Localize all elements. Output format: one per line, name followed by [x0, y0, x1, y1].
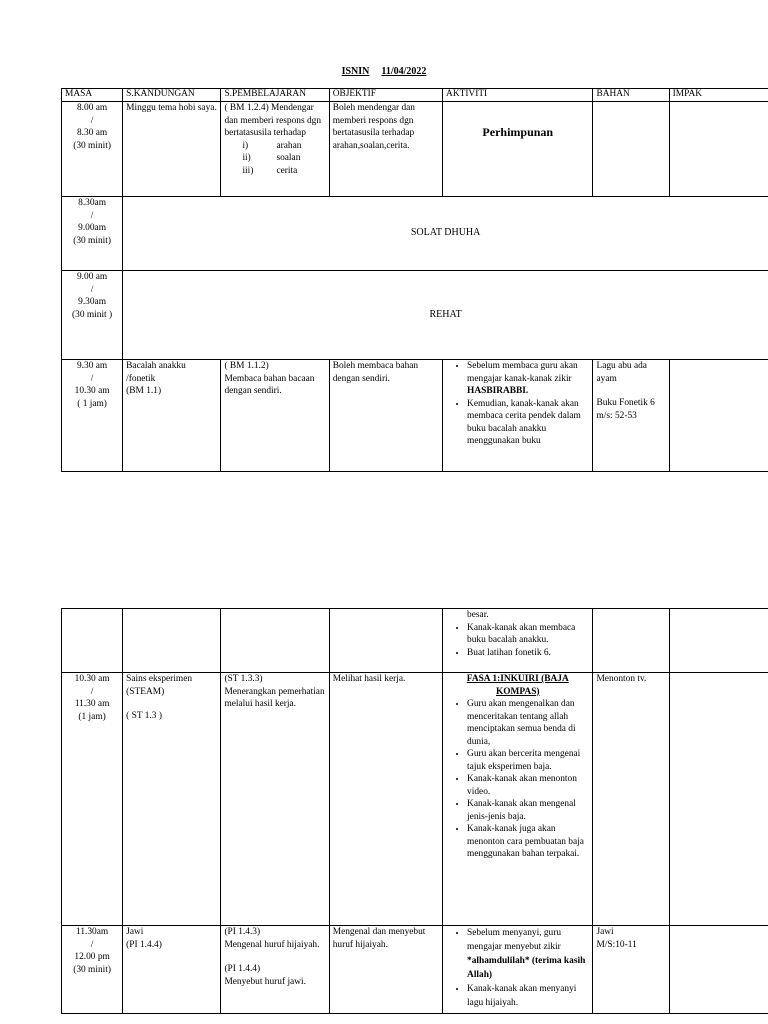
aktiviti-text: Sebelum membaca guru akan mengajar kanak-kanak zikir	[467, 361, 578, 384]
aktiviti-list	[446, 360, 589, 448]
sub-item	[242, 152, 325, 165]
impak-cell	[669, 102, 768, 197]
masa-cell	[62, 102, 123, 197]
bahan-line: Jawi	[596, 927, 614, 937]
masa-line: (30 minit)	[73, 140, 111, 151]
masa-line: 9.00 am	[76, 272, 108, 282]
kandungan-cell	[123, 673, 221, 926]
list-item: • Kanak-kanak juga akan menonton cara pembuatan baja menggunakan bahan terpakai.	[467, 823, 589, 861]
zikir-name: *alhamdulilah* (terima kasih Allah)	[467, 956, 586, 980]
objektif-cell: Melihat hasil kerja.	[329, 673, 442, 926]
masa-line: 10.30 am	[74, 386, 110, 396]
kandungan-cell	[123, 609, 221, 673]
kandungan-line: ( ST 1.3 )	[126, 711, 162, 721]
masa-line: 9.30 am	[76, 361, 108, 371]
impak-cell	[669, 673, 768, 926]
sub-num: ii)	[242, 153, 251, 163]
table-row	[62, 926, 768, 1014]
kandungan-line: Jawi	[126, 927, 144, 937]
pembelajaran-line: (PI 1.4.4)	[224, 964, 261, 974]
masa-line: 12.00 pm	[74, 952, 110, 962]
impak-cell	[669, 360, 768, 472]
bahan-cell	[593, 360, 669, 472]
kandungan-line: /fonetik	[126, 373, 156, 384]
masa-line: /	[90, 115, 94, 126]
header-masa: MASA	[62, 89, 123, 102]
masa-line: 8.30am	[78, 198, 107, 208]
table-row	[62, 609, 768, 673]
list-item: • Kanak-kanak akan mengenal jenis-jenis baja.	[467, 798, 589, 823]
header-row	[62, 89, 768, 102]
masa-cell	[62, 360, 123, 472]
masa-line: ( 1 jam)	[77, 398, 107, 409]
bahan-cell	[593, 926, 669, 1014]
list-item	[467, 926, 589, 982]
pembelajaran-cell	[221, 673, 329, 926]
schedule-table-1	[61, 88, 768, 472]
kandungan-line: Sains eksperimen (STEAM)	[126, 674, 193, 697]
kandungan-line: Bacalah anakku	[126, 361, 186, 371]
masa-line: 11.30am	[75, 927, 109, 937]
masa-cell	[62, 271, 123, 360]
pembelajaran-line: Menyebut huruf jawi.	[224, 976, 306, 987]
header-kandungan: S.KANDUNGAN	[123, 89, 221, 102]
impak-cell	[669, 926, 768, 1014]
masa-line: 9.30am	[78, 297, 107, 307]
rehat-cell: REHAT	[123, 271, 768, 360]
list-item: • Kanak-kanak akan menyanyi lagu hijaiyah.	[467, 982, 589, 1010]
aktiviti-continued: besar.	[467, 610, 489, 620]
title-date: 11/04/2022	[381, 66, 427, 77]
masa-line: /	[90, 939, 94, 950]
masa-line: (30 minit )	[72, 309, 113, 320]
aktiviti-cell	[443, 673, 593, 926]
sub-label: cerita	[276, 165, 298, 176]
list-item: • Kanak-kanak akan menonton video.	[467, 773, 589, 798]
solat-dhuha-cell: SOLAT DHUHA	[123, 197, 768, 271]
objektif-cell: Boleh membaca bahan dengan sendiri.	[329, 360, 442, 472]
objektif-cell	[329, 609, 442, 673]
impak-cell	[669, 609, 768, 673]
list-item: • Guru akan mengenalkan dan menceritakan tentang allah menciptakan semua benda di dunia,	[467, 698, 589, 748]
aktiviti-cell	[443, 360, 593, 472]
masa-line: 8.30 am	[76, 128, 108, 138]
list-item: • Kemudian, kanak-kanak akan membaca cerita pendek dalam buku bacalah anakku menggunakan buku	[467, 398, 589, 448]
objektif-cell: Boleh mendengar dan memberi respons dgn bertatasusila terhadap arahan,soalan,cerita.	[329, 102, 442, 197]
table-row	[62, 197, 768, 271]
masa-cell	[62, 197, 123, 271]
kandungan-line: (PI 1.4.4)	[126, 939, 162, 950]
masa-line: 8.00 am	[76, 103, 108, 113]
kandungan-cell: Minggu tema hobi saya.	[123, 102, 221, 197]
list-item: • Buat latihan fonetik 6.	[467, 647, 589, 660]
masa-line: (1 jam)	[78, 711, 106, 722]
kandungan-line: (BM 1.1)	[126, 386, 162, 396]
aktiviti-cell	[443, 926, 593, 1014]
bahan-line	[596, 385, 665, 397]
sub-item	[242, 165, 325, 178]
aktiviti-perhimpunan: Perhimpunan	[482, 125, 554, 139]
aktiviti-cell	[443, 609, 593, 673]
header-impak: IMPAK	[669, 89, 768, 102]
table-row	[62, 673, 768, 926]
zikir-name: HASBIRABBI.	[467, 386, 529, 396]
aktiviti-list	[446, 698, 589, 861]
pembelajaran-line	[224, 951, 325, 963]
table-row	[62, 102, 768, 197]
sub-item	[242, 140, 325, 153]
pembelajaran-cell	[221, 609, 329, 673]
masa-line: 11.30 am	[74, 699, 110, 709]
masa-line: /	[90, 373, 94, 384]
header-aktiviti: AKTIVITI	[443, 89, 593, 102]
bahan-cell	[593, 609, 669, 673]
header-bahan: BAHAN	[593, 89, 669, 102]
bahan-cell: Menonton tv.	[593, 673, 669, 926]
table-row	[62, 271, 768, 360]
pembelajaran-cell	[221, 926, 329, 1014]
list-item	[467, 360, 589, 398]
masa-line: (30 minit)	[73, 964, 111, 975]
sub-num: i)	[242, 140, 249, 151]
kandungan-cell	[123, 926, 221, 1014]
bahan-line: m/s: 52-53	[596, 410, 637, 421]
pembelajaran-line: ( BM 1.1.2)	[224, 361, 269, 371]
bahan-line: M/S:10-11	[596, 939, 637, 950]
masa-line: 9.00am	[78, 223, 107, 233]
sub-num: iii)	[242, 165, 254, 176]
bahan-line: Buku Fonetik 6	[596, 398, 655, 408]
kandungan-line	[126, 698, 217, 710]
aktiviti-list	[446, 622, 589, 660]
pembelajaran-cell	[221, 102, 329, 197]
table-row	[62, 360, 768, 472]
masa-line: /	[90, 210, 94, 221]
schedule-table-2	[61, 608, 768, 1014]
fasa-heading: FASA 1:INKUIRI (BAJA KOMPAS)	[466, 674, 569, 697]
aktiviti-cell	[443, 102, 593, 197]
objektif-cell: Mengenal dan menyebut huruf hijaiyah.	[329, 926, 442, 1014]
pembelajaran-cell	[221, 360, 329, 472]
bahan-line: Lagu abu ada ayam	[596, 361, 647, 384]
sub-label: arahan	[276, 140, 302, 151]
header-pembelajaran: S.PEMBELAJARAN	[221, 89, 329, 102]
pembelajaran-text: ( BM 1.2.4) Mendengar dan memberi respons dgn bertatasusila terhadap	[224, 103, 322, 138]
masa-cell	[62, 609, 123, 673]
list-item: • Kanak-kanak akan membaca buku bacalah anakku.	[467, 622, 589, 647]
bahan-cell	[593, 102, 669, 197]
masa-cell	[62, 926, 123, 1014]
masa-cell	[62, 673, 123, 926]
pembelajaran-line: (ST 1.3.3)	[224, 674, 263, 684]
aktiviti-list	[446, 926, 589, 1010]
masa-line: (30 minit)	[73, 235, 111, 246]
header-objektif: OBJEKTIF	[329, 89, 442, 102]
pembelajaran-line: Menerangkan pemerhatian melalui hasil kerja.	[224, 686, 325, 709]
pembelajaran-line: Membaca bahan bacaan dengan sendiri.	[224, 373, 315, 396]
kandungan-cell	[123, 360, 221, 472]
sub-label: soalan	[276, 153, 301, 163]
masa-line: /	[90, 284, 94, 295]
sub-list	[224, 140, 325, 178]
masa-line: 10.30 am	[74, 674, 110, 684]
masa-line: /	[90, 686, 94, 697]
pembelajaran-line: (PI 1.4.3)	[224, 927, 261, 937]
pembelajaran-line: Mengenal huruf hijaiyah.	[224, 939, 320, 950]
title-day: ISNIN	[341, 66, 370, 77]
aktiviti-text: Sebelum menyanyi, guru mengajar menyebut zikir	[467, 928, 562, 952]
list-item: • Guru akan bercerita mengenai tajuk eksperimen baja.	[467, 748, 589, 773]
page-title	[0, 66, 768, 77]
